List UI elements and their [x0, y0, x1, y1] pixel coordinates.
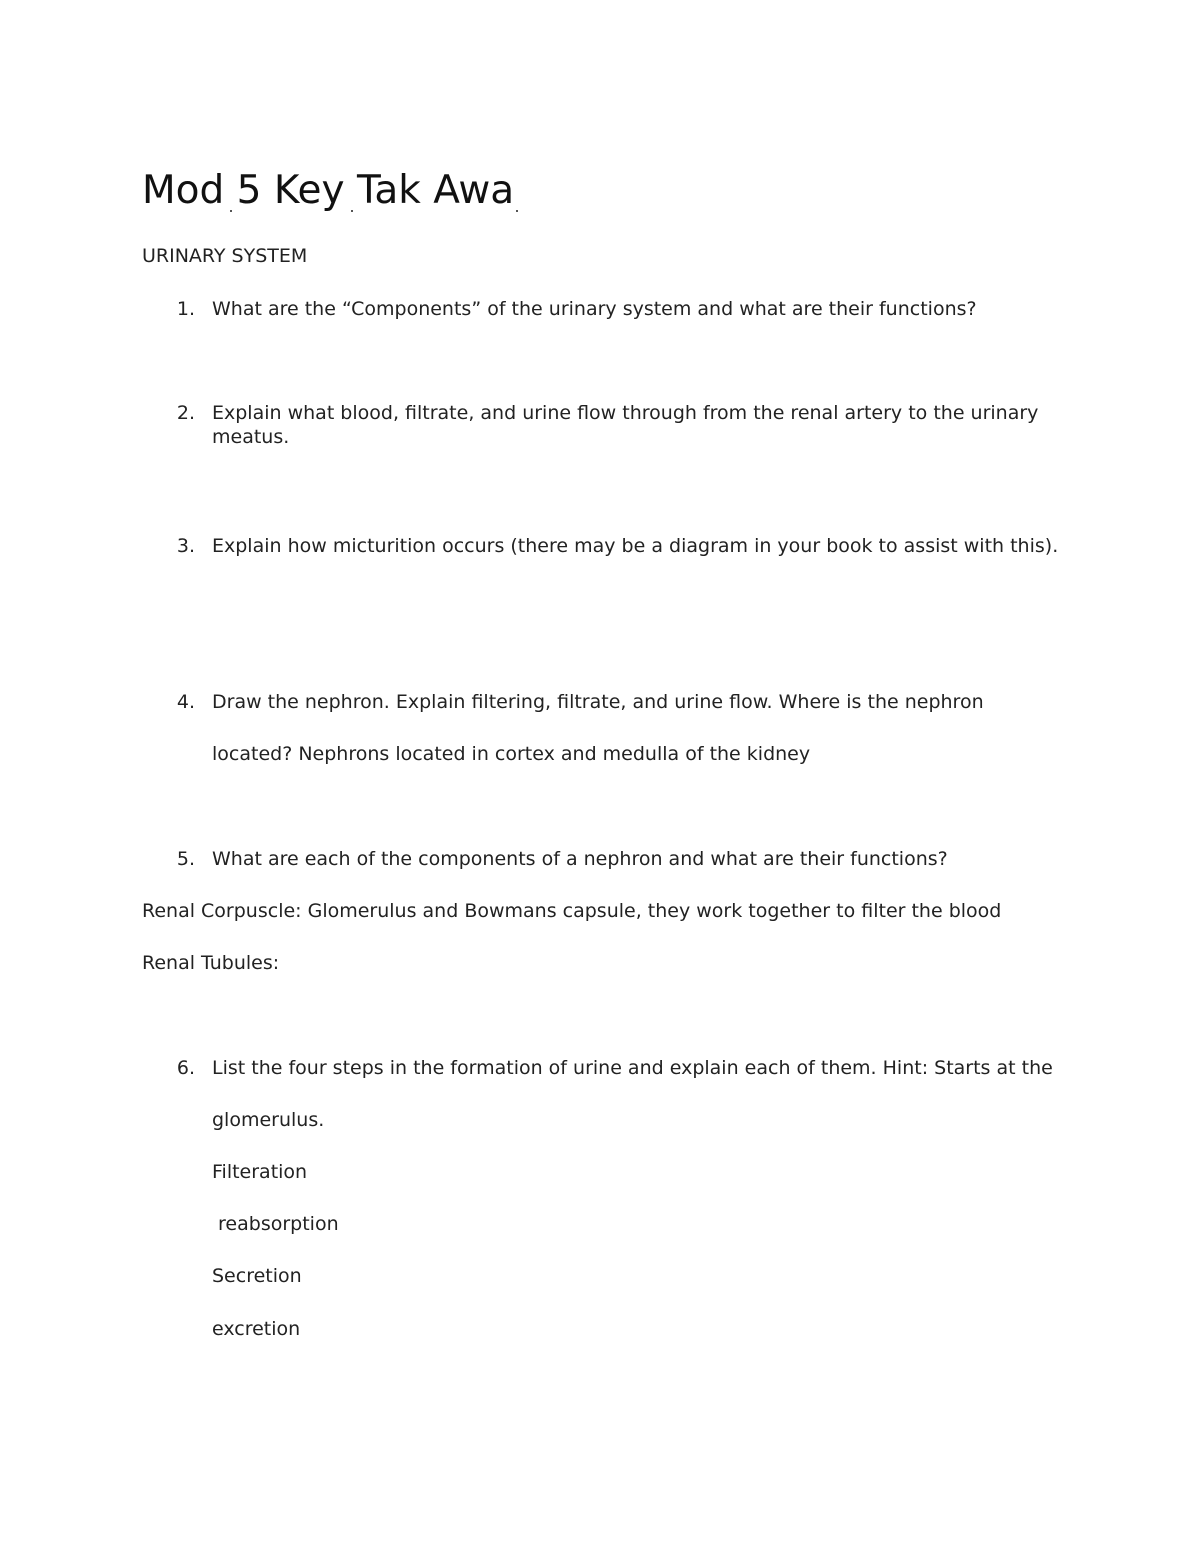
answer-step-3: Secretion	[212, 1265, 302, 1287]
title-word: Tak	[357, 168, 421, 213]
question-6-text-line-1: List the four steps in the formation of urine and explain each of them. Hint: Starts at the	[212, 1057, 1053, 1079]
question-number: 3.	[176, 535, 195, 557]
question-number: 6.	[176, 1057, 195, 1079]
question-2-text-line-2: meatus.	[212, 426, 290, 448]
title-word: Mod	[142, 168, 225, 213]
question-3-text: Explain how micturition occurs (there may be a diagram in your book to assist with this).	[212, 535, 1059, 557]
section-heading: URINARY SYSTEM	[142, 245, 308, 267]
question-number: 2.	[176, 402, 195, 424]
question-5-text: What are each of the components of a nephron and what are their functions?	[212, 848, 948, 870]
answer-renal-corpuscle: Renal Corpuscle: Glomerulus and Bowmans capsule, they work together to filter the blood	[142, 900, 1002, 922]
question-6-text-line-2: glomerulus.	[212, 1109, 325, 1131]
title-spacer	[224, 166, 236, 216]
question-4-text-line-1: Draw the nephron. Explain filtering, filtrate, and urine flow. Where is the nephron	[212, 691, 984, 713]
answer-step-4: excretion	[212, 1318, 301, 1340]
title-spacer	[421, 166, 433, 216]
title-spacer	[345, 166, 357, 216]
title-word: Awa	[433, 168, 515, 213]
document-title	[142, 166, 527, 216]
answer-step-1: Filteration	[212, 1161, 308, 1183]
answer-renal-tubules: Renal Tubules:	[142, 952, 280, 974]
title-word: 5 Key	[236, 168, 345, 213]
question-number: 1.	[176, 298, 195, 320]
question-1-text: What are the “Components” of the urinary system and what are their functions?	[212, 298, 977, 320]
question-number: 5.	[176, 848, 195, 870]
question-2-text-line-1: Explain what blood, filtrate, and urine flow through from the renal artery to the urinary	[212, 402, 1039, 424]
question-4-text-line-2: located? Nephrons located in cortex and medulla of the kidney	[212, 743, 811, 765]
question-number: 4.	[176, 691, 195, 713]
title-spacer	[514, 166, 526, 216]
answer-step-2: reabsorption	[212, 1213, 339, 1235]
